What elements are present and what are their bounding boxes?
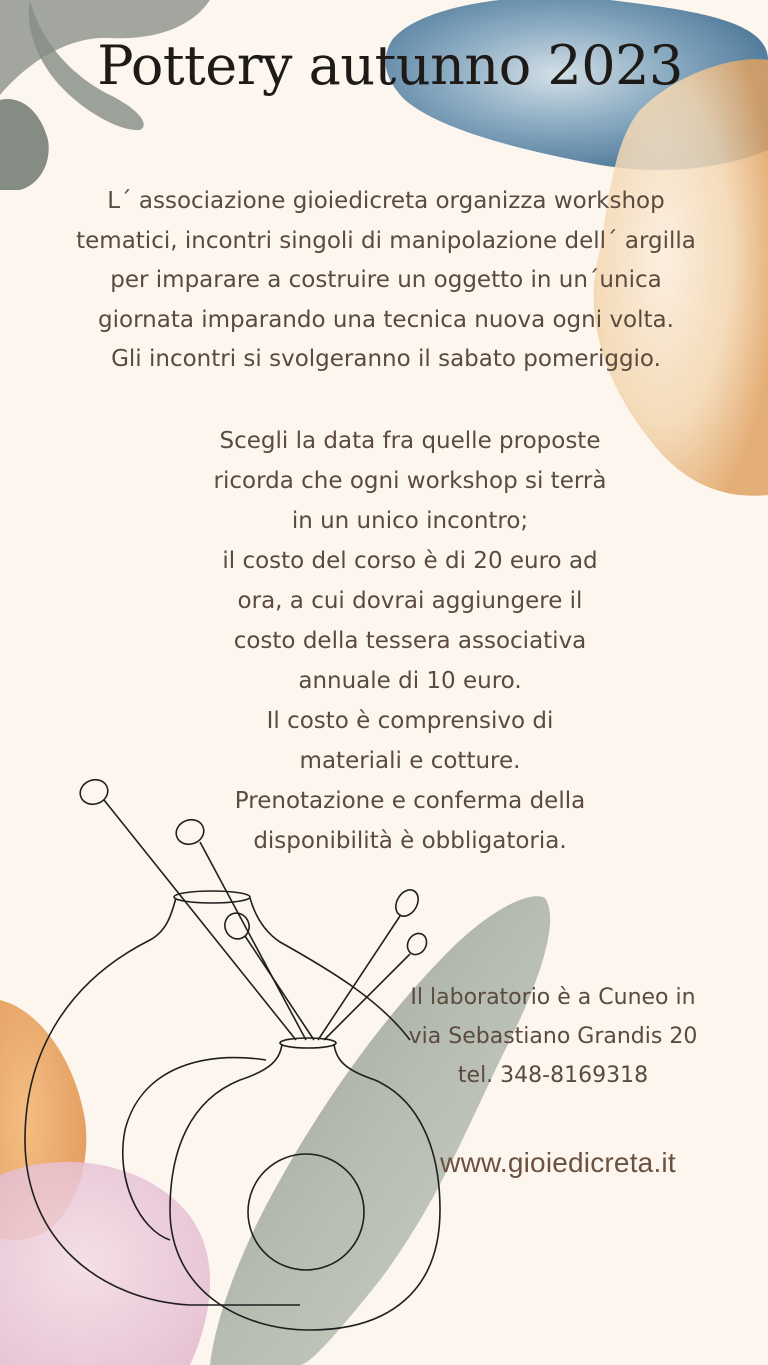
page-title: Pottery autunno 2023: [97, 34, 683, 97]
details-line: ora, a cui dovrai aggiungere il: [237, 588, 583, 614]
phone-number[interactable]: tel. 348-8169318: [457, 1063, 649, 1088]
details-line: ricorda che ogni workshop si terrà: [213, 468, 607, 494]
intro-paragraph: [30, 182, 742, 380]
details-line: Il costo è comprensivo di: [266, 708, 554, 734]
details-line: in un unico incontro;: [291, 508, 529, 534]
address-line: Il laboratorio è a Cuneo in: [410, 985, 696, 1010]
details-line: disponibilità è obbligatoria.: [253, 828, 567, 854]
website-link[interactable]: www.gioiedicreta.it: [440, 1147, 676, 1178]
intro-line: tematici, incontri singoli di manipolazione dell´ argilla: [76, 227, 696, 254]
intro-line: per imparare a costruire un oggetto in un´unica: [110, 267, 662, 293]
sage-watercolor-wash: [210, 896, 550, 1365]
address-block: [370, 978, 736, 1095]
details-line: il costo del corso è di 20 euro ad: [222, 548, 598, 574]
details-line: annuale di 10 euro.: [298, 668, 522, 694]
intro-line: Gli incontri si svolgeranno il sabato pomeriggio.: [111, 346, 661, 372]
pink-watercolor-wash: [0, 1162, 210, 1365]
details-line: costo della tessera associativa: [233, 628, 587, 654]
address-street: via Sebastiano Grandis 20: [408, 1024, 698, 1049]
intro-line: L´ associazione gioiedicreta organizza workshop: [107, 188, 665, 214]
details-line: materiali e cotture.: [299, 748, 521, 774]
details-line: Prenotazione e conferma della: [234, 788, 586, 814]
intro-line: giornata imparando una tecnica nuova ogni volta.: [98, 306, 674, 333]
details-paragraph: [160, 421, 660, 861]
details-line: Scegli la data fra quelle proposte: [219, 428, 601, 454]
